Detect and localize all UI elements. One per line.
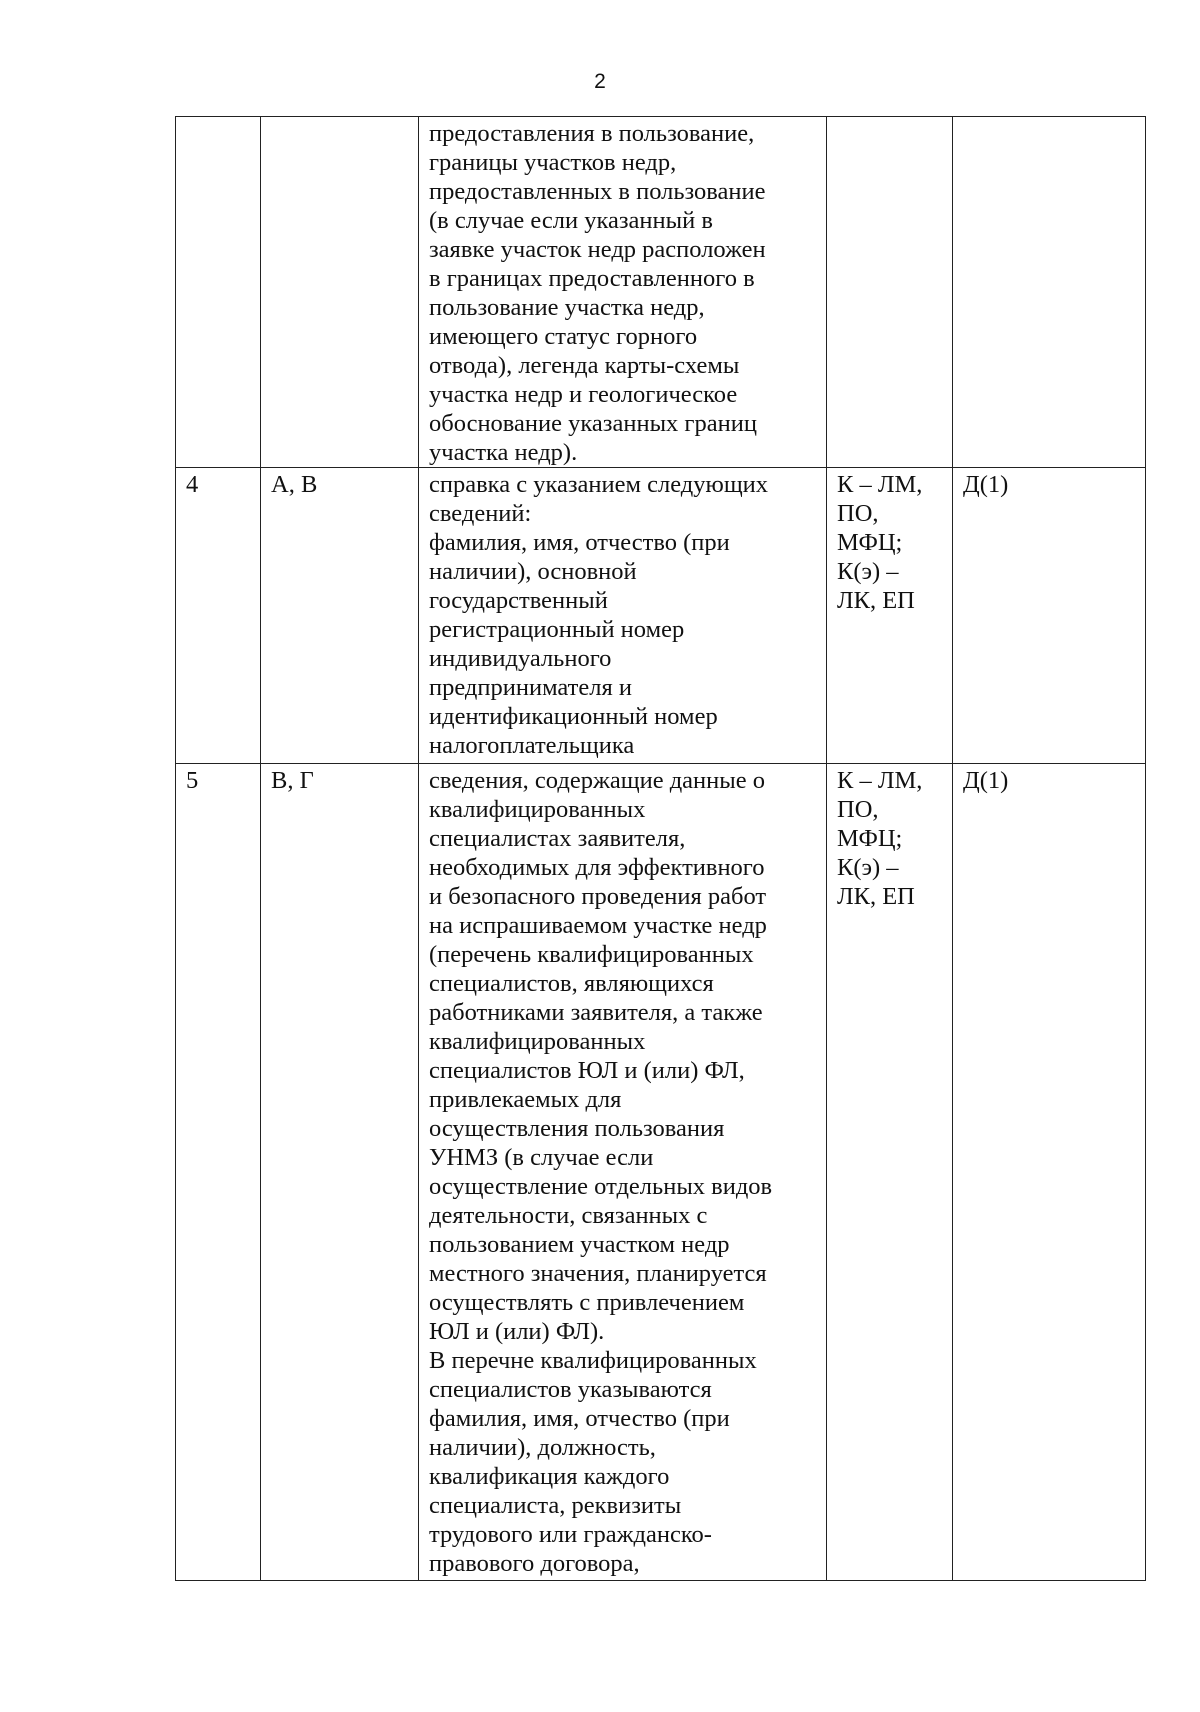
table-row [176, 764, 1146, 1581]
description-line: квалификация каждого [429, 1463, 670, 1490]
description-line: сведений: [429, 500, 532, 527]
description-line: предпринимателя и [429, 674, 632, 701]
description-line: осуществления пользования [429, 1115, 725, 1142]
document-type-cell: Д(1) [953, 764, 1146, 1581]
table-row [176, 468, 1146, 764]
submission-form-line: ПО, [837, 796, 879, 823]
submission-form-line: МФЦ; [837, 825, 903, 852]
row-number-cell: 4 [176, 468, 261, 764]
document-type-cell: Д(1) [953, 468, 1146, 764]
description-line: предоставления в пользование, [429, 120, 755, 147]
description-line: и безопасного проведения работ [429, 883, 767, 910]
description-line: индивидуального [429, 645, 612, 672]
description-line: границы участков недр, [429, 149, 677, 176]
submission-form-line: К(э) – [837, 854, 899, 881]
description-line: участка недр). [429, 439, 578, 466]
description-line: обоснование указанных границ [429, 410, 757, 437]
description-line: в границах предоставленного в [429, 265, 755, 292]
document-type-cell [953, 117, 1146, 468]
description-line: необходимых для эффективного [429, 854, 765, 881]
submission-form-line: К(э) – [837, 558, 899, 585]
description-cell [419, 764, 827, 1581]
description-line: специалистов ЮЛ и (или) ФЛ, [429, 1057, 745, 1084]
submission-form-line: МФЦ; [837, 529, 903, 556]
description-cell [419, 468, 827, 764]
description-line: пользованием участком недр [429, 1231, 730, 1258]
description-line: специалистах заявителя, [429, 825, 686, 852]
description-line: привлекаемых для [429, 1086, 622, 1113]
description-line: наличии), основной [429, 558, 637, 585]
submission-form-line: ЛК, ЕП [837, 883, 915, 910]
description-line: специалистов указываются [429, 1376, 712, 1403]
description-line: наличии), должность, [429, 1434, 656, 1461]
submission-form-line: К – ЛМ, [837, 767, 923, 794]
category-cell: А, В [261, 468, 419, 764]
category-cell [261, 117, 419, 468]
description-line: трудового или гражданско- [429, 1521, 712, 1548]
table-row [176, 117, 1146, 468]
description-line: заявке участок недр расположен [429, 236, 766, 263]
description-line: местного значения, планируется [429, 1260, 767, 1287]
submission-form-line: ЛК, ЕП [837, 587, 915, 614]
page-number: 2 [594, 70, 606, 93]
description-line: УНМЗ (в случае если [429, 1144, 654, 1171]
submission-form-cell [827, 468, 953, 764]
description-line: отвода), легенда карты-схемы [429, 352, 740, 379]
row-number-cell: 5 [176, 764, 261, 1581]
description-line: фамилия, имя, отчество (при [429, 529, 730, 556]
description-line: фамилия, имя, отчество (при [429, 1405, 730, 1432]
description-line: сведения, содержащие данные о [429, 767, 765, 794]
submission-form-cell [827, 764, 953, 1581]
description-line: специалиста, реквизиты [429, 1492, 682, 1519]
description-line: правового договора, [429, 1550, 640, 1577]
description-line: осуществлять с привлечением [429, 1289, 745, 1316]
description-line: на испрашиваемом участке недр [429, 912, 767, 939]
row-number-cell [176, 117, 261, 468]
description-line: ЮЛ и (или) ФЛ). [429, 1318, 605, 1345]
category-cell: В, Г [261, 764, 419, 1581]
description-line: квалифицированных [429, 1028, 646, 1055]
description-line: (в случае если указанный в [429, 207, 713, 234]
description-cell [419, 117, 827, 468]
submission-form-cell [827, 117, 953, 468]
description-line: государственный [429, 587, 608, 614]
description-line: налогоплательщика [429, 732, 635, 759]
description-line: специалистов, являющихся [429, 970, 714, 997]
description-line: справка с указанием следующих [429, 471, 769, 498]
description-line: деятельности, связанных с [429, 1202, 708, 1229]
description-line: идентификационный номер [429, 703, 718, 730]
description-line: регистрационный номер [429, 616, 685, 643]
requirements-table [175, 116, 1146, 1581]
description-line: (перечень квалифицированных [429, 941, 754, 968]
description-line: участка недр и геологическое [429, 381, 738, 408]
description-line: имеющего статус горного [429, 323, 698, 350]
submission-form-line: ПО, [837, 500, 879, 527]
description-line: предоставленных в пользование [429, 178, 766, 205]
description-line: квалифицированных [429, 796, 646, 823]
description-line: осуществление отдельных видов [429, 1173, 773, 1200]
description-line: работниками заявителя, а также [429, 999, 763, 1026]
description-line: В перечне квалифицированных [429, 1347, 757, 1374]
submission-form-line: К – ЛМ, [837, 471, 923, 498]
description-line: пользование участка недр, [429, 294, 705, 321]
